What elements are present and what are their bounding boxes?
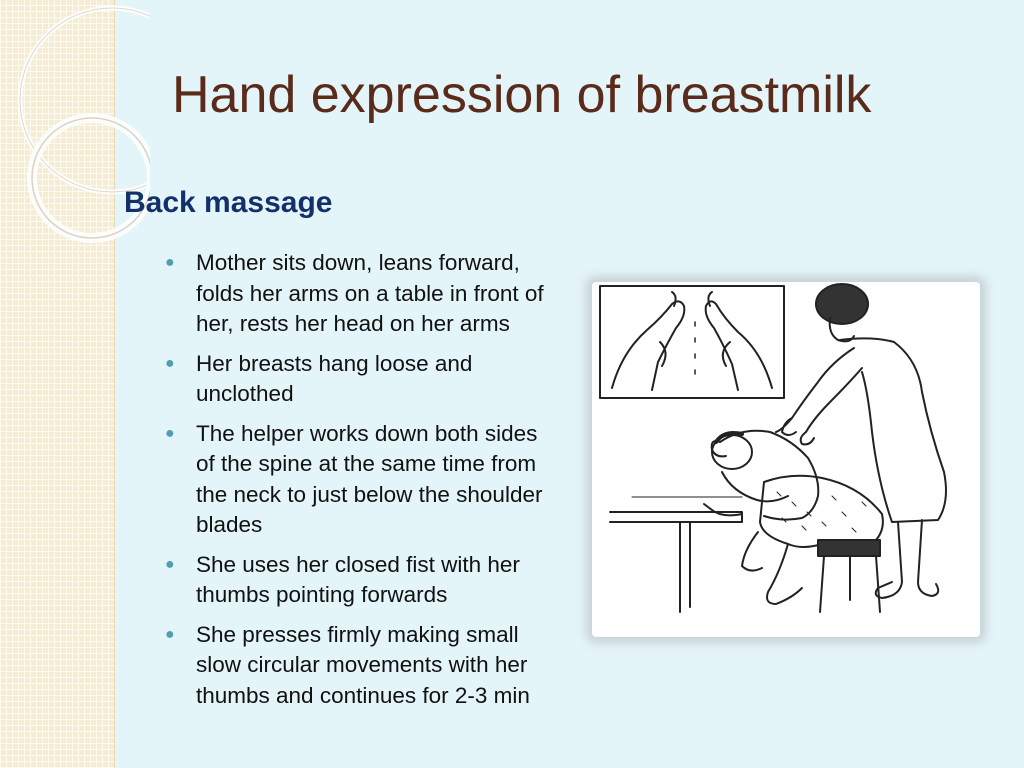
bullet-icon: ● [165, 424, 175, 442]
slide-title: Hand expression of breastmilk [172, 66, 872, 124]
list-item: ● Mother sits down, leans forward, folds her arms on a table in front of her, rests her head on her arms [165, 250, 544, 336]
list-item: ● She presses firmly making small slow circular movements with her thumbs and continues for 2-3 min [165, 621, 530, 708]
list-item: ● She uses her closed fist with her thumbs pointing forwards [165, 551, 520, 607]
bullet-icon: ● [165, 354, 175, 372]
slide-subtitle: Back massage [124, 186, 333, 219]
bullet-icon: ● [165, 625, 175, 643]
list-item: ● The helper works down both sides of the spine at the same time from the neck to just below the shoulder blades [165, 420, 543, 537]
bullet-list [160, 248, 560, 720]
back-massage-illustration [592, 282, 980, 637]
list-item: ● Her breasts hang loose and unclothed [165, 350, 473, 406]
bullet-icon: ● [165, 254, 175, 271]
thumbs-on-spine-inset [600, 286, 784, 398]
decorative-side-strip [0, 0, 115, 768]
bullet-icon: ● [165, 555, 175, 573]
illustration-frame [592, 282, 980, 637]
